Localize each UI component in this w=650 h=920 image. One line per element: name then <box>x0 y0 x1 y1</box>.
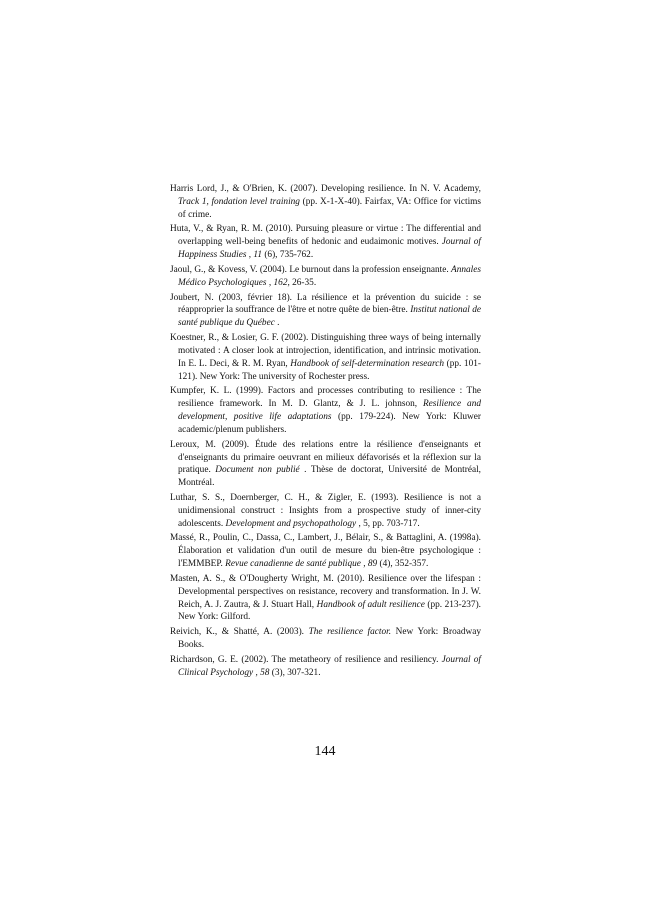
reference-entry: Masten, A. S., & O'Dougherty Wright, M. (2010). Resilience over the lifespan : Developmental perspectives on resistance, recovery and transformation. In J. W. Reich, A. J. Zautra, & J. Stuart Hall, Handbook of adult resilience (pp. 213-237). New York: Gilford. <box>170 573 482 623</box>
reference-entry: Luthar, S. S., Doernberger, C. H., & Zigler, E. (1993). Resilience is not a unidimensional construct : Insights from a prospective study of inner-city adolescents. Development and psychopathology , 5, pp. 703-717. <box>170 492 481 529</box>
reference-entry: Huta, V., & Ryan, R. M. (2010). Pursuing pleasure or virtue : The differential and overlapping well-being benefits of hedonic and eudaimonic motives. Journal of Happiness Studies , 11 (6), 735-762. <box>170 224 481 261</box>
reference-entry: Koestner, R., & Losier, G. F. (2002). Distinguishing three ways of being internally motivated : A closer look at introjection, identification, and intrinsic motivation. In E. L. Deci, & R. M. Ryan, Handbook of self-determination research (pp. 101-121). New York: The university of Rochester press. <box>170 333 481 382</box>
reference-entry: Leroux, M. (2009). Étude des relations entre la résilience d'enseignants et d'enseignants du primaire oeuvrant en milieux défavorisés et la réflexion sur la pratique. Document non publié . Thèse de doctorat, Université de Montréal, Montréal. <box>170 439 481 489</box>
reference-list <box>170 183 481 682</box>
reference-entry: Jaoul, G., & Kovess, V. (2004). Le burnout dans la profession enseignante. Annales Médico Psychologiques , 162, 26-35. <box>170 264 481 288</box>
reference-entry: Kumpfer, K. L. (1999). Factors and processes contributing to resilience : The resilience framework. In M. D. Glantz, & J. L. johnson, Resilience and development, positive life adaptations (pp. 179-224). New York: Kluwer academic/plenum publishers. <box>170 386 481 435</box>
reference-entry: Reivich, K., & Shatté, A. (2003). The resilience factor. New York: Broadway Books. <box>170 627 482 651</box>
reference-entry: Joubert, N. (2003, février 18). La résilience et la prévention du suicide : se réapproprier la souffrance de l'être et notre quête de bien-être. Institut national de santé publique du Québec . <box>170 292 481 329</box>
reference-entry: Harris Lord, J., & O'Brien, K. (2007). Developing resilience. In N. V. Academy, Track 1, fondation level training (pp. X-1-X-40). Fairfax, VA: Office for victims of crime. <box>170 184 481 220</box>
reference-entry: Richardson, G. E. (2002). The metatheory of resilience and resiliency. Journal of Clinical Psychology , 58 (3), 307-321. <box>170 654 481 678</box>
reference-entry: Massé, R., Poulin, C., Dassa, C., Lambert, J., Bélair, S., & Battaglini, A. (1998a). Élaboration et validation d'un outil de mesure du bien-être psychologique : l'EMMBEP. Revue canadienne de santé publique , 89 (4), 352-357. <box>170 533 481 570</box>
page-number: 144 <box>314 744 336 759</box>
